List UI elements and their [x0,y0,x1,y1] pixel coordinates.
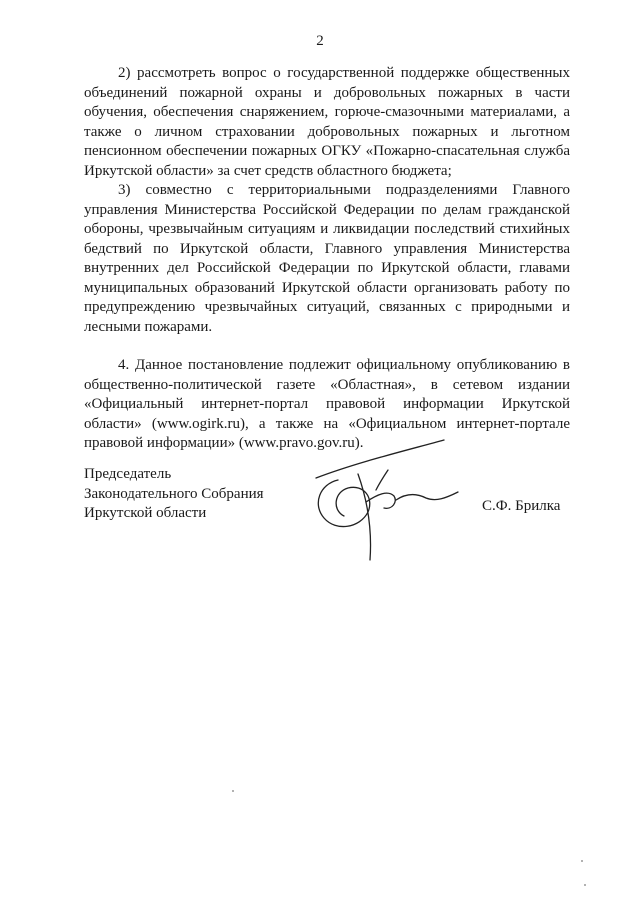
scan-speck [581,860,583,862]
page-number: 2 [316,33,324,49]
paragraph-item-2: 2) рассмотреть вопрос о государственной поддержке общественных объединений пожарной охраны и добровольных пожарных в части обучения, обеспечения снаряжением, горюче-смазочными материалами, а также о личном страховании добровольных пожарных и льготном пенсионном обеспечении пожарных ОГКУ «Пожарно-спасательная служба Иркутской области» за счет средств областного бюджета; [84,65,570,179]
scan-speck [232,790,234,792]
signatory-title-line: Иркутской области [84,505,207,521]
signatory-name: С.Ф. Брилка [482,498,561,514]
scan-speck [584,884,586,886]
signatory-title-line: Председатель [84,466,172,482]
handwritten-signature [308,432,478,567]
paragraph-item-3: 3) совместно с территориальными подразделениями Главного управления Министерства Российской Федерации по делам гражданской обороны, чрезвычайным ситуациям и ликвидации последствий стихийных бедствий по Иркутской области, Главного управления Министерства внутренних дел Российской Федерации по Иркутской области, главами муниципальных образований Иркутской области организовать работу по предупреждению чрезвычайных ситуаций, связанных с природными и лесными пожарами. [84,182,570,335]
signatory-title [84,465,264,524]
document-body [84,64,570,454]
signatory-title-line: Законодательного Собрания [84,485,264,502]
paragraph-publication: 4. Данное постановление подлежит официальному опубликованию в общественно-политической газете «Областная», в сетевом издании «Официальный интернет-портал правовой информации Иркутской области» (www.ogirk.ru), а также на «Официальном интернет-портале правовой информации» (www.pravo.gov.ru). [84,357,570,451]
